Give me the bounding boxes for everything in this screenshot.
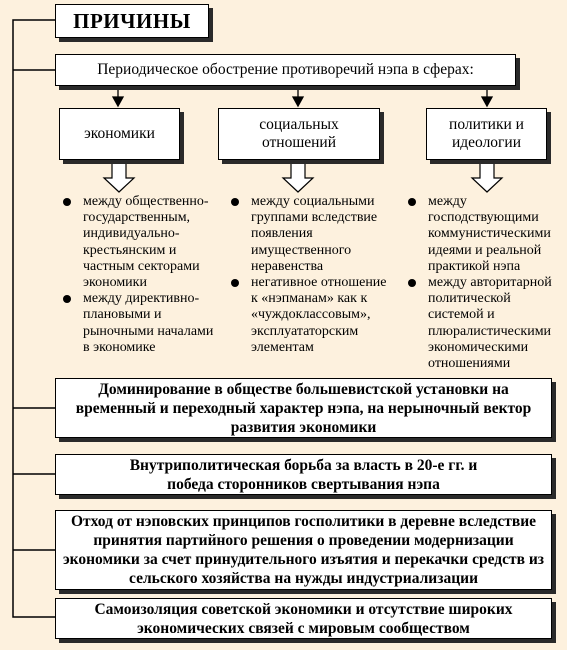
sphere-social-box: [218, 108, 380, 160]
sphere-economy-box: [59, 108, 180, 160]
periodic-box: [55, 54, 516, 86]
cause-box-2: [55, 454, 552, 495]
politics-items: [407, 194, 563, 372]
list-item: между директивно-плановыми и рыночными началами в экономике: [62, 291, 218, 356]
list-item: между социальными группами вследствие появления имущественного неравенства: [230, 194, 388, 275]
hollow-arrow-politics: [472, 160, 502, 192]
list-item: между господствующими коммунистическими идеями и реальной практикой нэпа: [407, 194, 563, 275]
list-item: между общественно-государственным, индивидуально-крестьянским и частным секторами экономики: [62, 194, 218, 291]
sphere-politics-box: [426, 108, 547, 160]
arrow-to-politics: [482, 86, 492, 106]
bullet-icon: [408, 279, 416, 287]
hollow-arrow-economy: [104, 160, 134, 192]
title-text: ПРИЧИНЫ: [73, 8, 191, 33]
hollow-arrow-social: [283, 160, 313, 192]
arrow-to-economy: [113, 86, 123, 106]
cause-text-4: Самоизоляция советской экономики и отсутствие широких экономических связей с мировым сообществом: [94, 600, 513, 637]
title-box: [55, 4, 209, 38]
sphere-social-label: социальных отношений: [259, 116, 339, 151]
arrow-to-social: [293, 86, 303, 106]
social-items: [230, 194, 388, 356]
cause-text-1: Доминирование в обществе большевистской установки на временный и переходный характер нэпа, на нерыночный вектор развития экономики: [75, 380, 532, 436]
cause-text-2: Внутриполитическая борьба за власть в 20-е гг. и победа сторонников свертывания нэпа: [129, 456, 478, 493]
sphere-politics-label: политики и идеологии: [449, 116, 524, 151]
bullet-icon: [231, 198, 239, 206]
bullet-icon: [63, 295, 71, 303]
cause-text-3: Отход от нэповских принципов госполитики в деревне вследствие принятия партийного решения о проведении модернизации экономики за счет принудительного изъятия и перекачки средств из сельского хозяйства на нужды индустриализации: [62, 513, 545, 587]
bullet-icon: [63, 198, 71, 206]
cause-box-4: [55, 598, 552, 639]
bullet-icon: [408, 198, 416, 206]
bracket-line: [13, 20, 55, 617]
sphere-economy-label: экономики: [84, 125, 155, 142]
periodic-text: Периодическое обострение противоречий нэпа в сферах:: [97, 61, 474, 78]
list-item: негативное отношение к «нэпманам» как к «чуждоклассовым», эксплуататорским элементам: [230, 275, 388, 356]
list-item: между авторитарной политической системой и плюралистическими экономическими отношениями: [407, 275, 563, 372]
bullet-icon: [231, 279, 239, 287]
cause-box-3: [55, 510, 552, 590]
economy-items: [62, 194, 218, 356]
cause-box-1: [55, 378, 552, 438]
